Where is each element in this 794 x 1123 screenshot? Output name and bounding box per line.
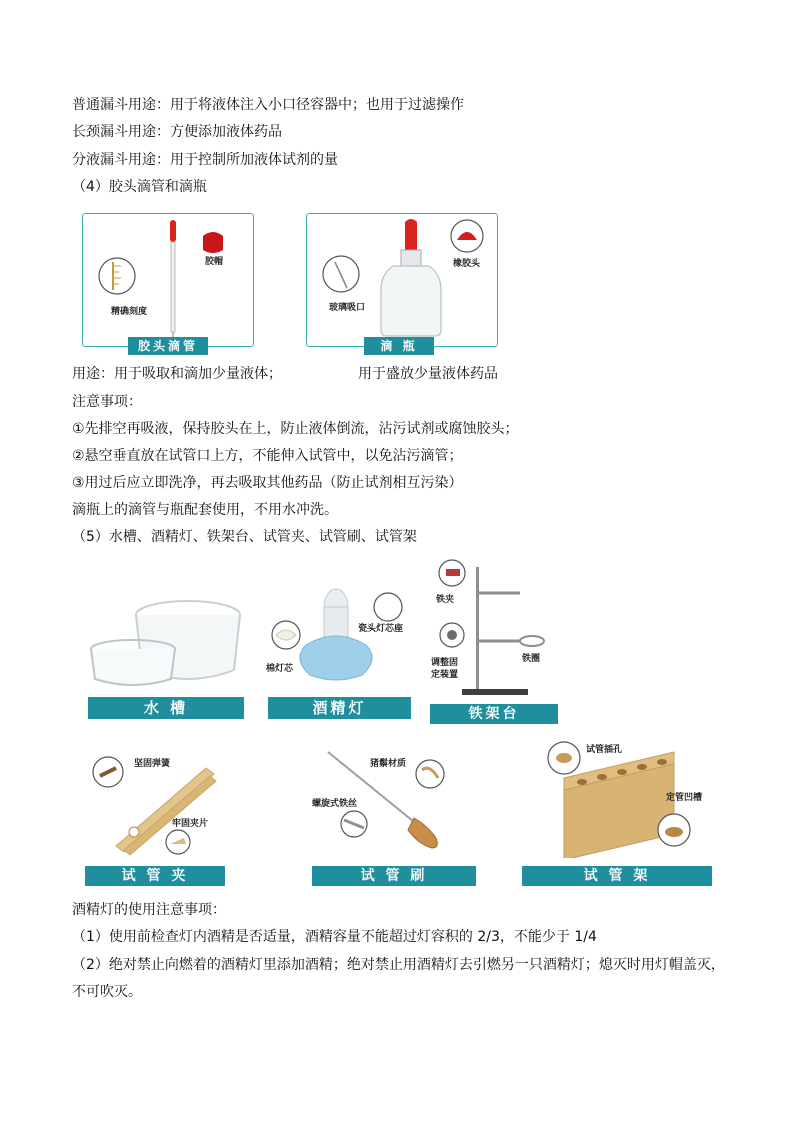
text-lamp-notes-heading: 酒精灯的使用注意事项：	[72, 902, 226, 918]
figure-dropper	[82, 213, 254, 347]
callout-adjuster-line1: 调整固	[431, 658, 459, 668]
banner-drop-bottle: 滴 瓶	[364, 337, 434, 355]
text-separatory-funnel: 分液漏斗用途：用于控制所加液体试剂的量	[72, 152, 338, 168]
callout-iron-clamp: 铁夹	[436, 595, 455, 605]
banner-trough: 水 槽	[88, 697, 244, 719]
callout-bristles: 猪鬃材质	[370, 759, 407, 769]
text-usage: 用途：用于吸取和滴加少量液体；	[72, 366, 282, 382]
figure-drop-bottle	[306, 213, 498, 347]
text-note-1: ①先排空再吸液，保持胶头在上，防止液体倒流，沾污试剂或腐蚀胶头；	[72, 421, 519, 437]
callout-spiral-wire: 螺旋式铁丝	[312, 799, 358, 809]
trough-illustration	[88, 585, 246, 690]
text-notes-heading: 注意事项：	[72, 394, 142, 410]
banner-alcohol-lamp: 酒精灯	[268, 697, 411, 719]
text-lamp-note-1: （1）使用前检查灯内酒精是否适量，酒精容量不能超过灯容积的 2/3，不能少于 1/4	[72, 929, 597, 945]
text-lamp-note-2-cont: 不可吹灭。	[72, 984, 142, 1000]
figure-test-tube-clamp	[86, 746, 226, 856]
banner-test-tube-brush: 试 管 刷	[312, 866, 476, 886]
callout-adjuster-line2: 定装置	[431, 670, 459, 680]
text-note-3: ③用过后应立即洗净，再去吸取其他药品（防止试剂相互污染）	[72, 475, 463, 491]
figure-test-tube-brush	[312, 746, 480, 858]
callout-tube-grooves: 定管凹槽	[666, 793, 703, 803]
callout-spring: 坚固弹簧	[134, 759, 171, 769]
text-bottle-usage: 用于盛放少量液体药品	[358, 366, 498, 382]
callout-iron-ring: 铁圈	[522, 654, 541, 664]
banner-iron-stand: 铁架台	[430, 704, 558, 724]
text-note-2: ②悬空垂直放在试管口上方，不能伸入试管中，以免沾污滴管；	[72, 448, 463, 464]
text-long-neck-funnel: 长颈漏斗用途：方便添加液体药品	[72, 124, 282, 140]
callout-scale: 精确刻度	[111, 307, 148, 317]
text-note-4: 滴瓶上的滴管与瓶配套使用，不用水冲洗。	[72, 502, 338, 518]
text-funnel-usage: 普通漏斗用途：用于将液体注入小口径容器中；也用于过滤操作	[72, 97, 464, 113]
callout-glass-tip: 玻璃吸口	[329, 303, 366, 313]
callout-clip: 牢固夹片	[172, 819, 209, 829]
banner-test-tube-rack: 试 管 架	[522, 866, 712, 886]
banner-dropper: 胶头滴管	[128, 337, 208, 355]
section-heading-dropper: （4）胶头滴管和滴瓶	[72, 179, 207, 195]
dropper-illustration	[83, 214, 253, 346]
callout-cotton-wick: 棉灯芯	[266, 664, 294, 674]
figure-iron-stand	[428, 557, 560, 703]
banner-test-tube-clamp: 试 管 夹	[85, 866, 225, 886]
iron-stand-illustration	[428, 557, 560, 703]
figure-alcohol-lamp	[262, 585, 412, 690]
callout-wick-holder: 瓷头灯芯座	[358, 624, 404, 634]
figure-test-tube-rack	[524, 738, 712, 858]
callout-tube-holes: 试管插孔	[586, 745, 623, 755]
text-lamp-note-2: （2）绝对禁止向燃着的酒精灯里添加酒精；绝对禁止用酒精灯去引燃另一只酒精灯；熄灭时用灯帽盖灭，	[72, 957, 725, 973]
alcohol-lamp-illustration	[262, 585, 412, 690]
figure-trough	[88, 585, 246, 690]
callout-rubber-cap: 胶帽	[205, 257, 224, 267]
drop-bottle-illustration	[307, 214, 497, 346]
callout-rubber-bulb: 橡胶头	[453, 259, 481, 269]
section-heading-equipment: （5）水槽、酒精灯、铁架台、试管夹、试管刷、试管架	[72, 529, 417, 545]
